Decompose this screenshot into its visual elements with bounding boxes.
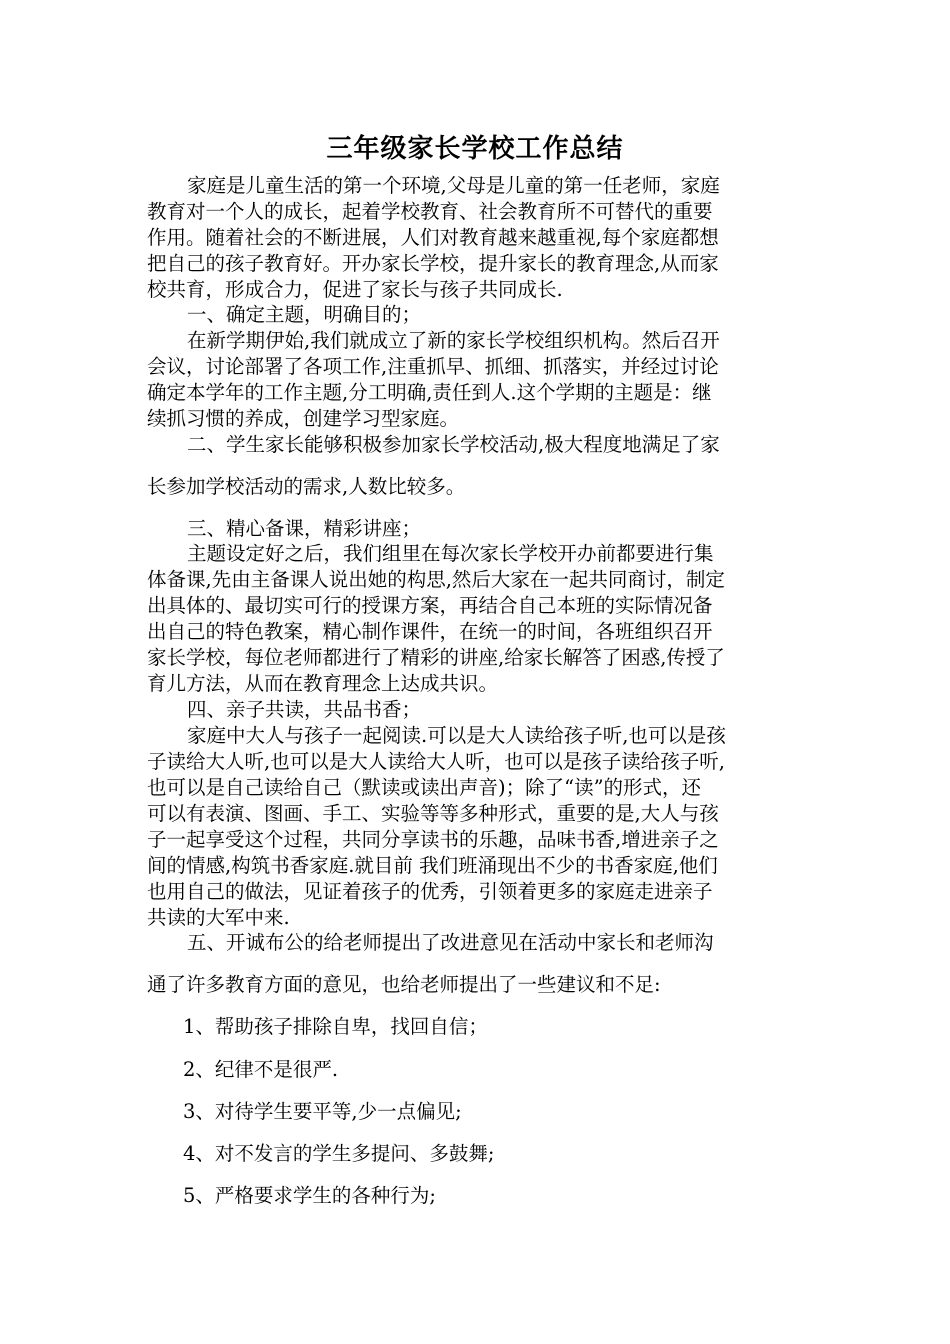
paragraph-line: 体备课,先由主备课人说出她的构思,然后大家在一起共同商讨，制定 [147, 568, 725, 591]
list-item: 4、对不发言的学生多提问、多鼓舞; [183, 1142, 495, 1165]
paragraph-line: 也用自己的做法，见证着孩子的优秀，引领着更多的家庭走进亲子 [147, 880, 713, 903]
paragraph-line: 通了许多教育方面的意见，也给老师提出了一些建议和不足: [147, 973, 661, 996]
paragraph-line: 子读给大人听,也可以是大人读给大人听，也可以是孩子读给孩子听, [147, 750, 725, 773]
section-heading: 三、精心备课，精彩讲座； [187, 517, 422, 540]
paragraph-line: 也可以是自己读给自己（默读或读出声音)；除了“读”的形式，还 [147, 776, 702, 799]
paragraph-line: 主题设定好之后，我们组里在每次家长学校开办前都要进行集 [187, 542, 714, 565]
paragraph-line: 出自己的特色教案，精心制作课件，在统一的时间，各班组织召开 [147, 620, 713, 643]
paragraph-line: 出具体的、最切实可行的授课方案，再结合自己本班的实际情况备 [147, 594, 713, 617]
list-item: 1、帮助孩子排除自卑，找回自信； [183, 1015, 488, 1038]
section-heading: 四、亲子共读，共品书香； [187, 698, 422, 721]
paragraph-line: 会议，讨论部署了各项工作,注重抓早、抓细、抓落实，并经过讨论 [147, 355, 719, 378]
paragraph-line: 家庭是儿童生活的第一个环境,父母是儿童的第一任老师，家庭 [187, 174, 720, 197]
section-heading: 二、学生家长能够积极参加家长学校活动,极大程度地满足了家 [187, 433, 720, 456]
paragraph-line: 校共育，形成合力，促进了家长与孩子共同成长. [147, 278, 563, 301]
paragraph-line: 续抓习惯的养成，创建学习型家庭。 [147, 407, 460, 430]
section-heading: 一、确定主题，明确目的； [187, 303, 422, 326]
list-item: 3、对待学生要平等,少一点偏见; [183, 1100, 462, 1123]
document-title: 三年级家长学校工作总结 [326, 134, 624, 164]
paragraph-line: 子一起享受这个过程，共同分享读书的乐趣，品味书香,增进亲子之 [147, 828, 719, 851]
paragraph-line: 家长学校，每位老师都进行了精彩的讲座,给家长解答了困惑,传授了 [147, 646, 725, 669]
paragraph-line: 作用。随着社会的不断进展，人们对教育越来越重视,每个家庭都想 [147, 226, 719, 249]
paragraph-line: 确定本学年的工作主题,分工明确,责任到人.这个学期的主题是：继 [147, 381, 712, 404]
paragraph-line: 教育对一个人的成长，起着学校教育、社会教育所不可替代的重要 [147, 200, 713, 223]
paragraph-line: 可以有表演、图画、手工、实验等等多种形式，重要的是,大人与孩 [147, 802, 719, 825]
paragraph-line: 间的情感,构筑书香家庭.就目前 我们班涌现出不少的书香家庭,他们 [147, 854, 718, 877]
list-item: 2、纪律不是很严. [183, 1058, 339, 1081]
paragraph-line: 共读的大军中来. [147, 906, 290, 929]
paragraph-line: 把自己的孩子教育好。开办家长学校，提升家长的教育理念,从而家 [147, 252, 719, 275]
paragraph-line: 育儿方法，从而在教育理念上达成共识。 [147, 672, 499, 695]
section-heading: 五、开诚布公的给老师提出了改进意见在活动中家长和老师沟 [187, 931, 714, 954]
paragraph-line: 长参加学校活动的需求,人数比较多。 [147, 475, 466, 498]
paragraph-line: 家庭中大人与孩子一起阅读.可以是大人读给孩子听,也可以是孩 [187, 724, 726, 747]
paragraph-line: 在新学期伊始,我们就成立了新的家长学校组织机构。然后召开 [187, 329, 720, 352]
list-item: 5、严格要求学生的各种行为; [183, 1184, 436, 1207]
